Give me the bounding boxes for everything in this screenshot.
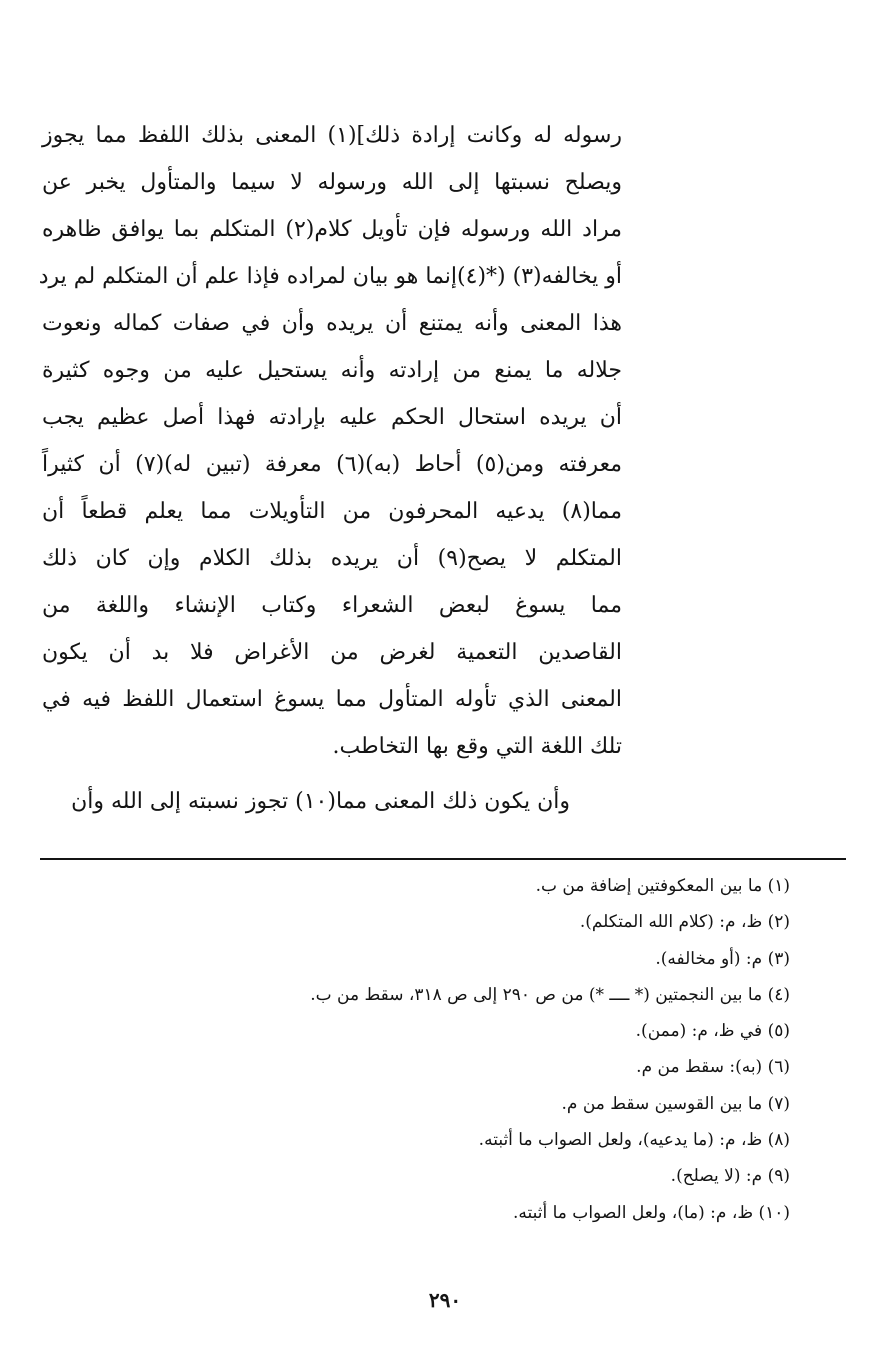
footnote: (٧) ما بين القوسين سقط من م.: [561, 1093, 790, 1114]
footnote: (٦) (به): سقط من م.: [636, 1057, 790, 1078]
text-line: القاصدين التعمية لغرض من الأغراض فلا بد أن يكون: [42, 640, 622, 665]
footnotes: [50, 868, 790, 1231]
footnote: (٤) ما بين النجمتين (* ــــ *) من ص ٢٩٠ إلى ص ٣١٨، سقط من ب.: [310, 984, 790, 1005]
footnote: (١٠) ظ، م: (ما)، ولعل الصواب ما أثبته.: [512, 1202, 790, 1223]
text-line: أن يريده استحال الحكم عليه بإرادته فهذا أصل عظيم يجب: [42, 405, 622, 430]
text-line: جلاله ما يمنع من إرادته وأنه يستحيل عليه من وجوه كثيرة: [42, 358, 622, 383]
text-line: معرفته ومن(٥) أحاط (به)(٦) معرفة (تبين له)(٧) أن كثيراً: [42, 452, 623, 477]
text-line: هذا المعنى وأنه يمتنع أن يريده وأن في صفات كماله ونعوت: [42, 311, 622, 336]
page-number: ٢٩٠: [428, 1288, 462, 1312]
text-line: المتكلم لا يصح(٩) أن يريده بذلك الكلام وإن كان ذلك: [42, 546, 622, 571]
footnote: (٢) ظ، م: (كلام الله المتكلم).: [579, 912, 790, 933]
footnote: (٩) م: (لا يصلح).: [670, 1166, 790, 1187]
footnote-separator: [40, 858, 846, 860]
text-line: مما يسوغ لبعض الشعراء وكتاب الإنشاء واللغة من: [42, 593, 622, 618]
main-text: [38, 112, 623, 825]
text-line: مما(٨) يدعيه المحرفون من التأويلات مما يعلم قطعاً أن: [42, 499, 622, 524]
text-line: المعنى الذي تأوله المتأول مما يسوغ استعمال اللفظ فيه في: [42, 687, 622, 712]
text-line: رسوله له وكانت إرادة ذلك](١) المعنى بذلك اللفظ مما يجوز: [42, 123, 623, 148]
footnote: (٣) م: (أو مخالفه).: [655, 948, 790, 969]
text-line: تلك اللغة التي وقع بها التخاطب.: [332, 734, 622, 759]
text-line: أو يخالفه(٣) (*(٤)إنما هو بيان لمراده فإذا علم أن المتكلم لم يرد: [38, 264, 622, 289]
footnote: (١) ما بين المعكوفتين إضافة من ب.: [535, 876, 790, 896]
paragraph-2: وأن يكون ذلك المعنى مما(١٠) تجوز نسبته إلى الله وأن: [71, 789, 570, 814]
footnote: (٥) في ظ، م: (ممن).: [635, 1021, 790, 1042]
text-line: مراد الله ورسوله فإن تأويل كلام(٢) المتكلم بما يوافق ظاهره: [42, 217, 622, 242]
footnote: (٨) ظ، م: (ما يدعيه)، ولعل الصواب ما أثبته.: [478, 1130, 790, 1151]
text-line: ويصلح نسبتها إلى الله ورسوله لا سيما والمتأول يخبر عن: [42, 170, 622, 195]
